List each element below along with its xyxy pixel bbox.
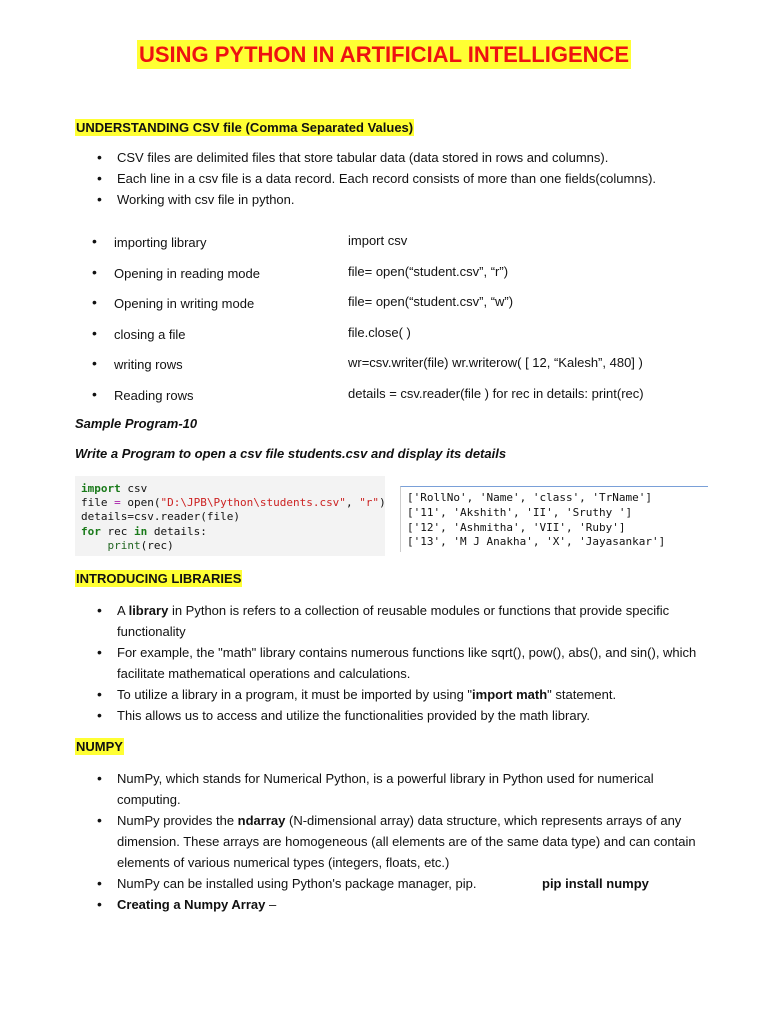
numpy-bullet-list <box>97 768 717 915</box>
list-item: • NumPy can be installed using Python's package manager, pip. pip install numpy <box>97 873 717 894</box>
title-text: USING PYTHON IN ARTIFICIAL INTELLIGENCE <box>138 42 630 67</box>
operation-label: • importing library <box>114 235 207 250</box>
operation-label: • writing rows <box>114 357 183 372</box>
csv-section-heading: UNDERSTANDING CSV file (Comma Separated Values) <box>76 120 414 135</box>
operation-label: • closing a file <box>114 326 186 342</box>
list-item: • Creating a Numpy Array – <box>97 894 717 915</box>
numpy-heading: NUMPY <box>76 739 123 754</box>
list-item: • NumPy provides the ndarray (N-dimensional array) data structure, which represents arrays of any dimension. These arrays are homogeneous (all elements are of the same data type) and can contain elements of various numerical types (integers, floats, etc.) <box>97 810 717 873</box>
operation-row <box>92 261 732 292</box>
libraries-bullet-list <box>97 600 717 726</box>
program-output: ['RollNo', 'Name', 'class', 'TrName'] ['11', 'Akshith', 'II', 'Sruthy '] ['12', 'Ashmitha', 'VII', 'Ruby'] ['13', 'M J Anakha', 'X', 'Jayasankar'] <box>400 486 708 552</box>
csv-bullet-list <box>97 147 717 210</box>
operation-code: file= open(“student.csv”, “w”) <box>348 294 514 309</box>
pip-command: pip install numpy <box>542 876 649 891</box>
list-item: • To utilize a library in a program, it must be imported by using "import math" statement. <box>97 684 717 705</box>
operation-row <box>92 230 732 261</box>
operation-label: • Opening in writing mode <box>114 296 255 311</box>
list-item: • Each line in a csv file is a data record. Each record consists of more than one fields(columns). <box>97 168 717 189</box>
operation-code: file.close( ) <box>348 324 411 340</box>
list-item: • This allows us to access and utilize the functionalities provided by the math library. <box>97 705 717 726</box>
operation-row <box>92 383 732 414</box>
list-item: • Working with csv file in python. <box>97 189 717 210</box>
operation-code: details = csv.reader(file ) for rec in details: print(rec) <box>348 385 644 401</box>
sample-program-task: Write a Program to open a csv file students.csv and display its details <box>75 446 507 461</box>
operation-code: wr=csv.writer(file) wr.writerow( [ 12, “Kalesh”, 480] ) <box>348 355 643 370</box>
code-snippet: import csv file = open("D:\JPB\Python\students.csv", "r") details=csv.reader(file) for rec in details: print(rec) <box>75 476 385 556</box>
operation-row <box>92 322 732 353</box>
operation-code: file= open(“student.csv”, “r”) <box>348 263 509 279</box>
list-item: • NumPy, which stands for Numerical Python, is a powerful library in Python used for numerical computing. <box>97 768 717 810</box>
list-item: • A library in Python is refers to a collection of reusable modules or functions that provide specific functionality <box>97 600 717 642</box>
csv-operations-list <box>92 230 732 413</box>
operation-label: • Opening in reading mode <box>114 265 260 281</box>
operation-row <box>92 291 732 322</box>
operation-code: import csv <box>348 233 408 248</box>
libraries-heading: INTRODUCING LIBRARIES <box>76 571 242 586</box>
operation-label: • Reading rows <box>114 387 194 403</box>
list-item: • CSV files are delimited files that store tabular data (data stored in rows and columns). <box>97 147 717 168</box>
sample-program-label: Sample Program-10 <box>75 416 198 431</box>
list-item: • For example, the "math" library contains numerous functions like sqrt(), pow(), abs(), and sin(), which facilitate mathematical operations and calculations. <box>97 642 717 684</box>
operation-row <box>92 352 732 383</box>
page-title <box>0 42 768 68</box>
